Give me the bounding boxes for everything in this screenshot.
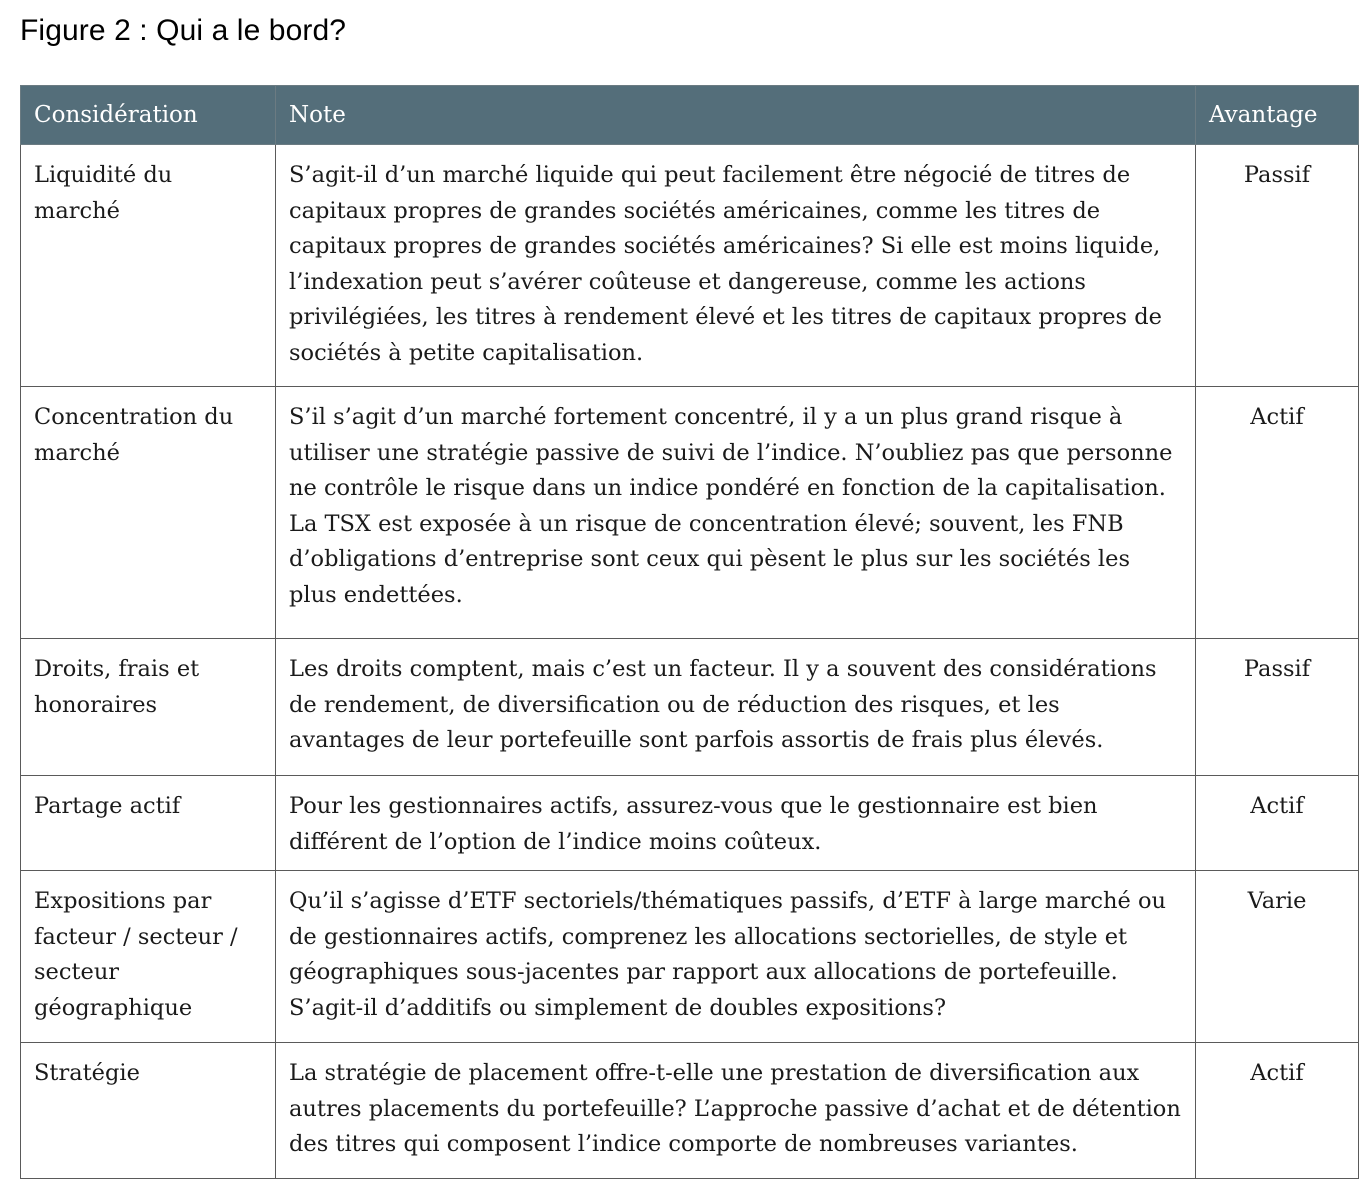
note-cell: La stratégie de placement offre-t-elle une prestation de diversification aux autres placements du portefeuille? L’approche passive d’achat et de détention des titres qui composent l’indice comporte de nombreuses variantes. (276, 1043, 1196, 1179)
comparison-table (20, 85, 1359, 1179)
table-header-row (21, 86, 1359, 145)
table-row (21, 776, 1359, 871)
header-note: Note (276, 86, 1196, 145)
note-cell: S’il s’agit d’un marché fortement concentré, il y a un plus grand risque à utiliser une stratégie passive de suivi de l’indice. N’oubliez pas que personne ne contrôle le risque dans un indice pondéré en fonction de la capitalisation. La TSX est exposée à un risque de concentration élevé; souvent, les FNB d’obligations d’entreprise sont ceux qui pèsent le plus sur les sociétés les plus endettées. (276, 387, 1196, 639)
consideration-cell: Droits, frais et honoraires (21, 639, 276, 776)
consideration-cell: Concentration du marché (21, 387, 276, 639)
note-cell: Pour les gestionnaires actifs, assurez-vous que le gestionnaire est bien différent de l’option de l’indice moins coûteux. (276, 776, 1196, 871)
consideration-cell: Expositions par facteur / secteur / secteur géographique (21, 871, 276, 1043)
advantage-cell: Actif (1196, 1043, 1359, 1179)
table-row (21, 387, 1359, 639)
figure-title: Figure 2 : Qui a le bord? (20, 14, 347, 47)
header-advantage: Avantage (1196, 86, 1359, 145)
table-row (21, 871, 1359, 1043)
advantage-cell: Varie (1196, 871, 1359, 1043)
consideration-cell: Stratégie (21, 1043, 276, 1179)
table-row (21, 1043, 1359, 1179)
note-cell: Les droits comptent, mais c’est un facteur. Il y a souvent des considérations de rendement, de diversification ou de réduction des risques, et les avantages de leur portefeuille sont parfois assortis de frais plus élevés. (276, 639, 1196, 776)
note-cell: S’agit-il d’un marché liquide qui peut facilement être négocié de titres de capitaux propres de grandes sociétés américaines, comme les titres de capitaux propres de grandes sociétés américaines? Si elle est moins liquide, l’indexation peut s’avérer coûteuse et dangereuse, comme les actions privilégiées, les titres à rendement élevé et les titres de capitaux propres de sociétés à petite capitalisation. (276, 145, 1196, 387)
advantage-cell: Passif (1196, 639, 1359, 776)
note-cell: Qu’il s’agisse d’ETF sectoriels/thématiques passifs, d’ETF à large marché ou de gestionnaires actifs, comprenez les allocations sectorielles, de style et géographiques sous-jacentes par rapport aux allocations de portefeuille. S’agit-il d’additifs ou simplement de doubles expositions? (276, 871, 1196, 1043)
header-consideration: Considération (21, 86, 276, 145)
advantage-cell: Actif (1196, 387, 1359, 639)
consideration-cell: Liquidité du marché (21, 145, 276, 387)
table-row (21, 145, 1359, 387)
advantage-cell: Actif (1196, 776, 1359, 871)
table-row (21, 639, 1359, 776)
advantage-cell: Passif (1196, 145, 1359, 387)
consideration-cell: Partage actif (21, 776, 276, 871)
